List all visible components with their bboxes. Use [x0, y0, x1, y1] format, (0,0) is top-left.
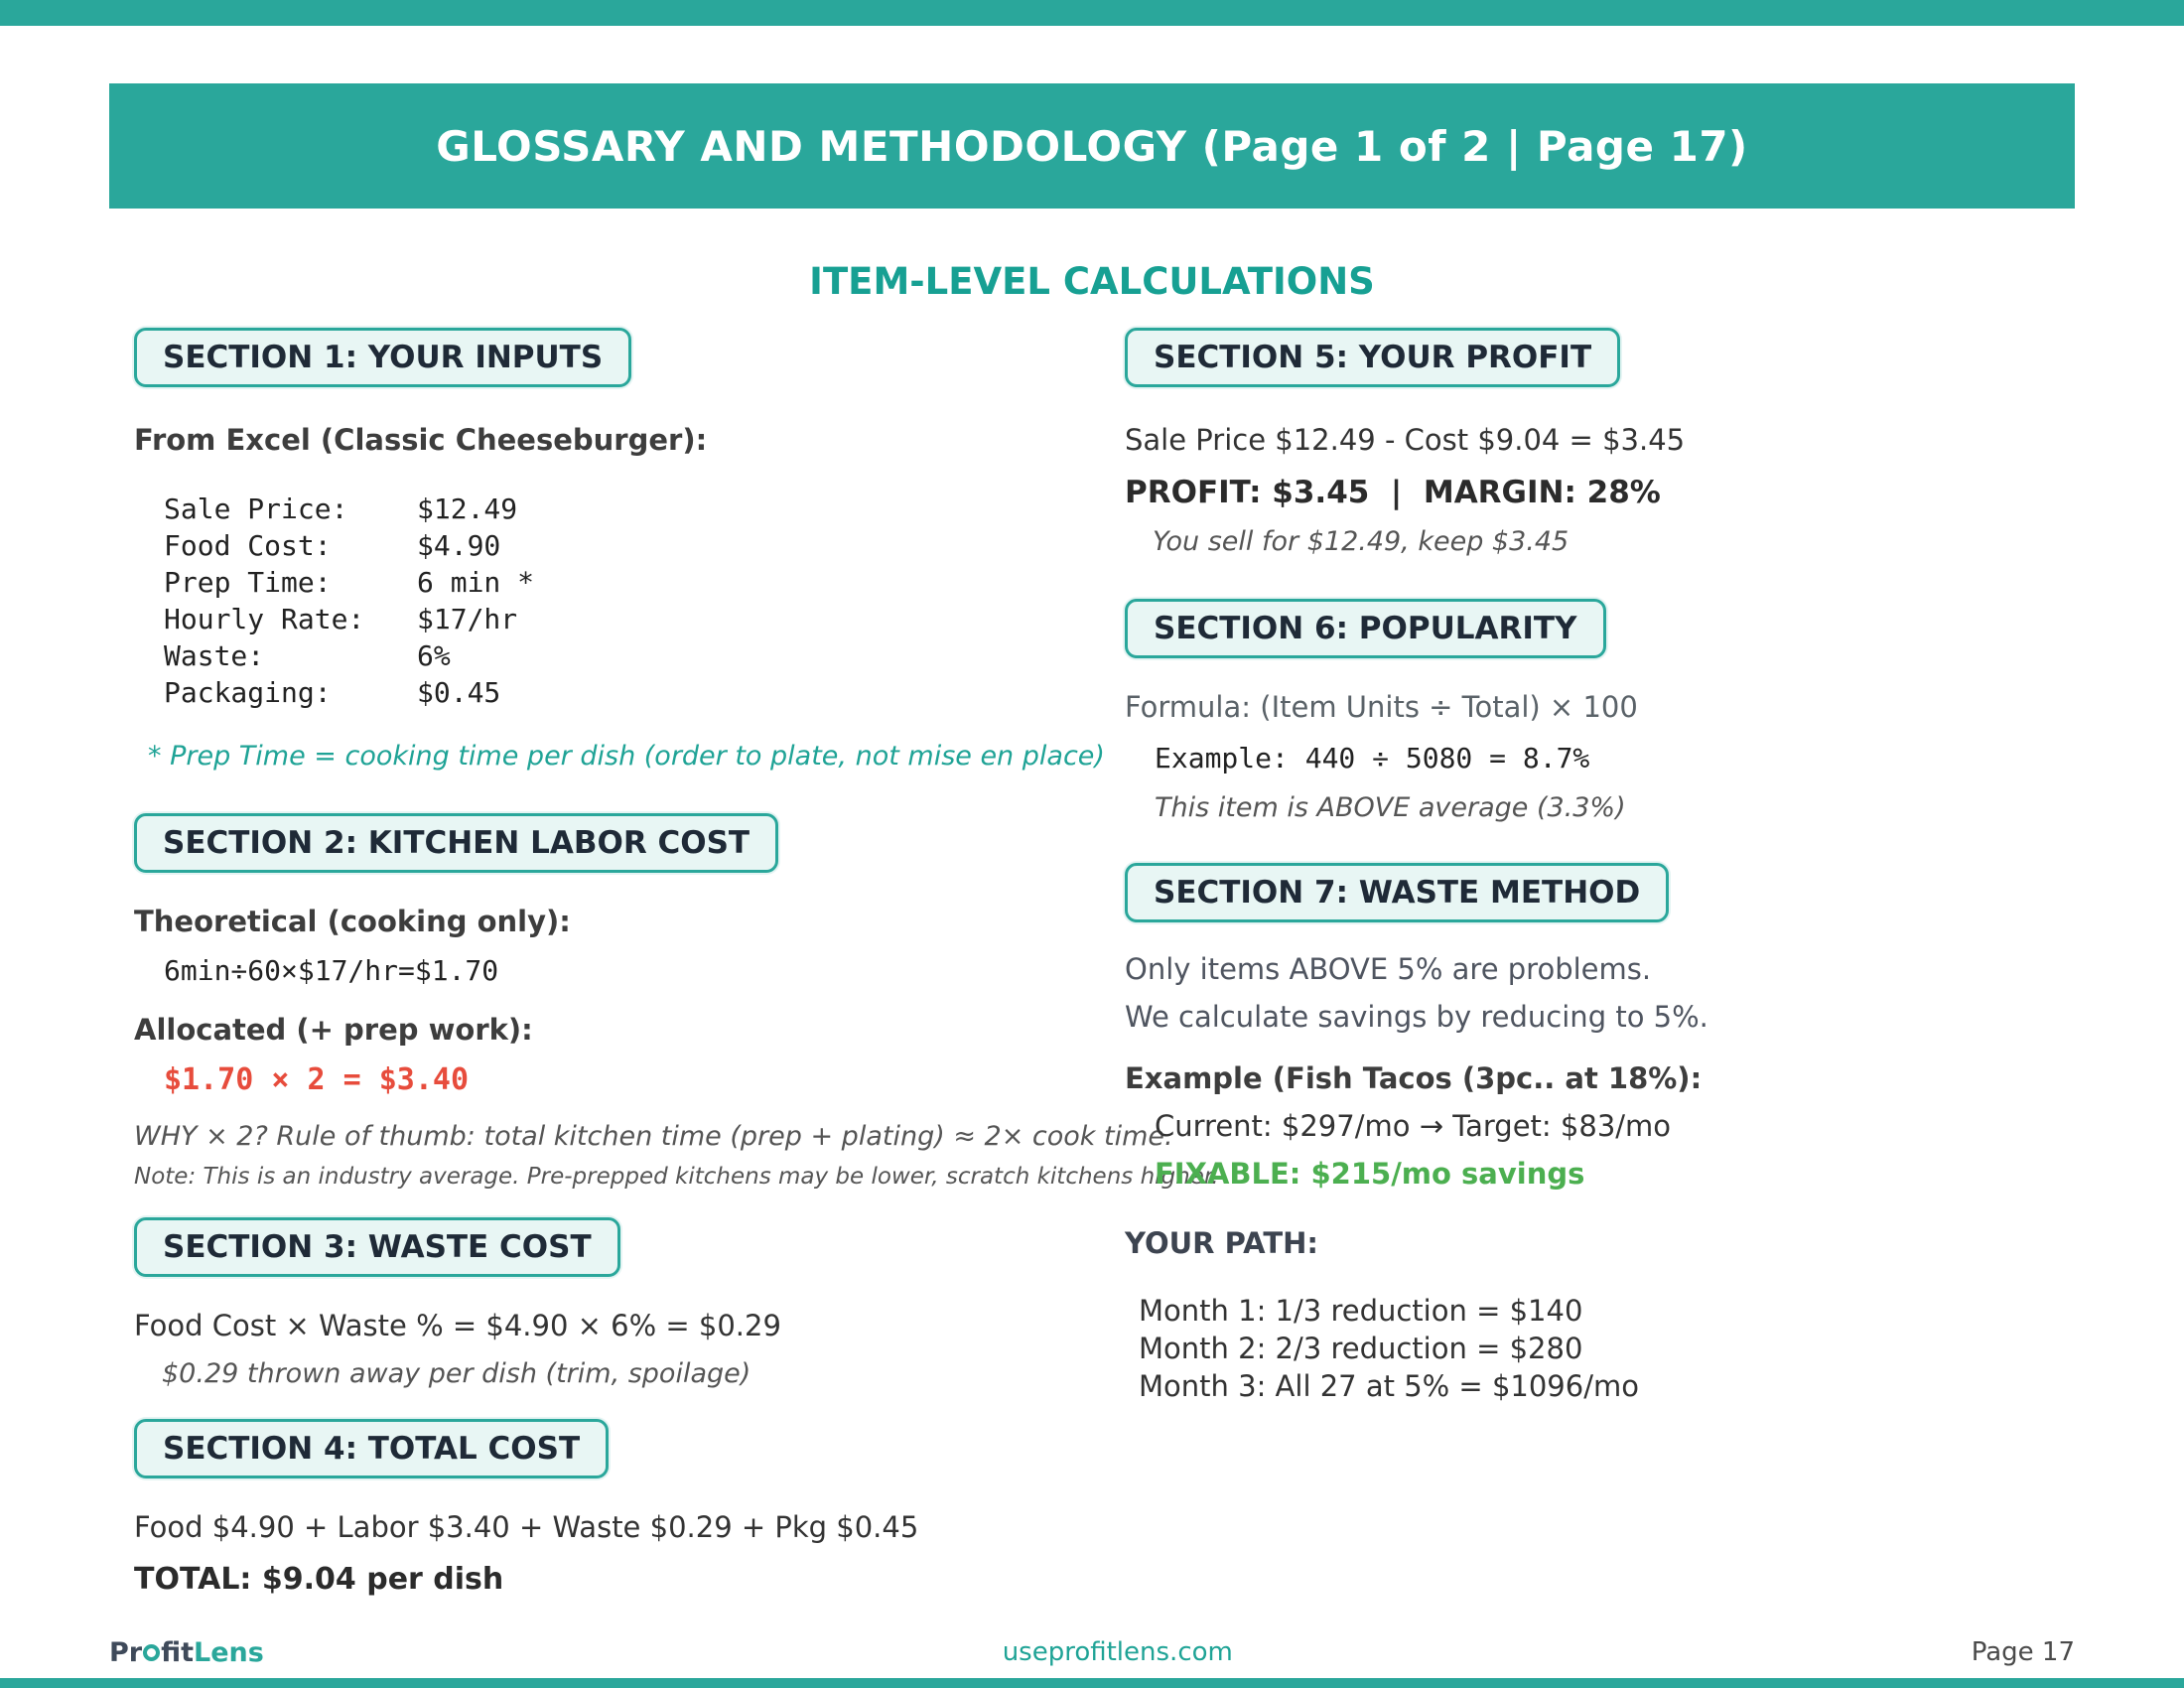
input-label: Prep Time: — [164, 566, 332, 599]
lens-o-icon — [143, 1644, 160, 1661]
input-value: $4.90 — [417, 529, 501, 562]
input-row-waste — [164, 637, 1137, 674]
profit-note: You sell for $12.49, keep $3.45 — [1153, 526, 1570, 557]
path-month-2: Month 2: 2/3 reduction = $280 — [1139, 1332, 1583, 1365]
profit-margin-result: PROFIT: $3.45 | MARGIN: 28% — [1125, 475, 1661, 510]
brand-text-suffix: Lens — [194, 1636, 264, 1668]
path-month-3: Month 3: All 27 at 5% = $1096/mo — [1139, 1369, 1639, 1403]
fixable-savings: FIXABLE: $215/mo savings — [1155, 1157, 1585, 1191]
profitlens-logo — [109, 1637, 264, 1668]
total-cost-result: TOTAL: $9.04 per dish — [134, 1562, 504, 1597]
footer-url-link[interactable]: useprofitlens.com — [1002, 1637, 1233, 1667]
waste-method-line-1: Only items ABOVE 5% are problems. — [1125, 952, 1652, 986]
popularity-formula: Formula: (Item Units ÷ Total) × 100 — [1125, 690, 1638, 724]
right-column — [1125, 328, 2098, 1405]
popularity-note: This item is ABOVE average (3.3%) — [1155, 792, 1626, 823]
input-value: 6 min * — [417, 566, 535, 599]
why-times-two-note: WHY × 2? Rule of thumb: total kitchen time (prep + plating) ≈ 2× cook time. — [134, 1121, 1173, 1152]
input-row-packaging — [164, 674, 1137, 711]
footer-page-number: Page 17 — [1971, 1637, 2075, 1667]
section-5-header: SECTION 5: YOUR PROFIT — [1125, 328, 1620, 387]
allocated-label: Allocated (+ prep work): — [134, 1013, 533, 1047]
allocated-formula: $1.70 × 2 = $3.40 — [164, 1062, 470, 1097]
waste-method-example-label: Example (Fish Tacos (3pc.. at 18%): — [1125, 1061, 1703, 1095]
top-accent-bar — [0, 0, 2184, 26]
total-cost-formula: Food $4.90 + Labor $3.40 + Waste $0.29 + Pkg $0.45 — [134, 1510, 919, 1544]
popularity-example: Example: 440 ÷ 5080 = 8.7% — [1155, 742, 1590, 774]
section-6-header: SECTION 6: POPULARITY — [1125, 599, 1606, 658]
inputs-block — [164, 491, 1137, 711]
input-label: Hourly Rate: — [164, 603, 365, 635]
waste-cost-formula: Food Cost × Waste % = $4.90 × 6% = $0.29 — [134, 1309, 781, 1342]
banner-title: GLOSSARY AND METHODOLOGY (Page 1 of 2 | Page 17) — [436, 121, 1748, 171]
input-value: $12.49 — [417, 492, 518, 525]
waste-method-line-2: We calculate savings by reducing to 5%. — [1125, 1000, 1708, 1034]
input-value: 6% — [417, 639, 451, 672]
your-path-list — [1139, 1292, 2098, 1405]
section-4-header: SECTION 4: TOTAL COST — [134, 1419, 609, 1478]
prep-time-footnote: * Prep Time = cooking time per dish (order to plate, not mise en place) — [148, 741, 1105, 772]
input-row-food-cost — [164, 527, 1137, 564]
input-value: $17/hr — [417, 603, 518, 635]
profit-formula: Sale Price $12.49 - Cost $9.04 = $3.45 — [1125, 423, 1686, 457]
left-column — [134, 328, 1219, 1597]
page-banner — [109, 83, 2075, 209]
brand-text-pre: Pr — [109, 1636, 143, 1668]
section-1-header: SECTION 1: YOUR INPUTS — [134, 328, 631, 387]
theoretical-label: Theoretical (cooking only): — [134, 905, 571, 938]
input-row-sale-price — [164, 491, 1137, 527]
input-label: Sale Price: — [164, 492, 348, 525]
input-label: Food Cost: — [164, 529, 332, 562]
page-footer — [109, 1630, 2075, 1674]
waste-cost-note: $0.29 thrown away per dish (trim, spoilage) — [162, 1358, 751, 1389]
input-row-prep-time — [164, 564, 1137, 601]
input-row-hourly-rate — [164, 601, 1137, 637]
section-1-subtitle: From Excel (Classic Cheeseburger): — [134, 423, 708, 457]
input-value: $0.45 — [417, 676, 501, 709]
section-2-header: SECTION 2: KITCHEN LABOR COST — [134, 813, 778, 873]
theoretical-formula: 6min÷60×$17/hr=$1.70 — [164, 954, 499, 987]
bottom-accent-bar — [0, 1678, 2184, 1688]
path-month-1: Month 1: 1/3 reduction = $140 — [1139, 1294, 1583, 1328]
item-level-calculations-heading: ITEM-LEVEL CALCULATIONS — [809, 260, 1375, 303]
waste-method-example-line: Current: $297/mo → Target: $83/mo — [1155, 1109, 1672, 1143]
input-label: Waste: — [164, 639, 265, 672]
your-path-label: YOUR PATH: — [1125, 1226, 1319, 1260]
input-label: Packaging: — [164, 676, 332, 709]
section-7-header: SECTION 7: WASTE METHOD — [1125, 863, 1669, 922]
industry-average-note: Note: This is an industry average. Pre-prepped kitchens may be lower, scratch kitchens higher. — [134, 1164, 1219, 1190]
brand-text-mid: fit — [161, 1636, 195, 1668]
section-3-header: SECTION 3: WASTE COST — [134, 1217, 620, 1277]
